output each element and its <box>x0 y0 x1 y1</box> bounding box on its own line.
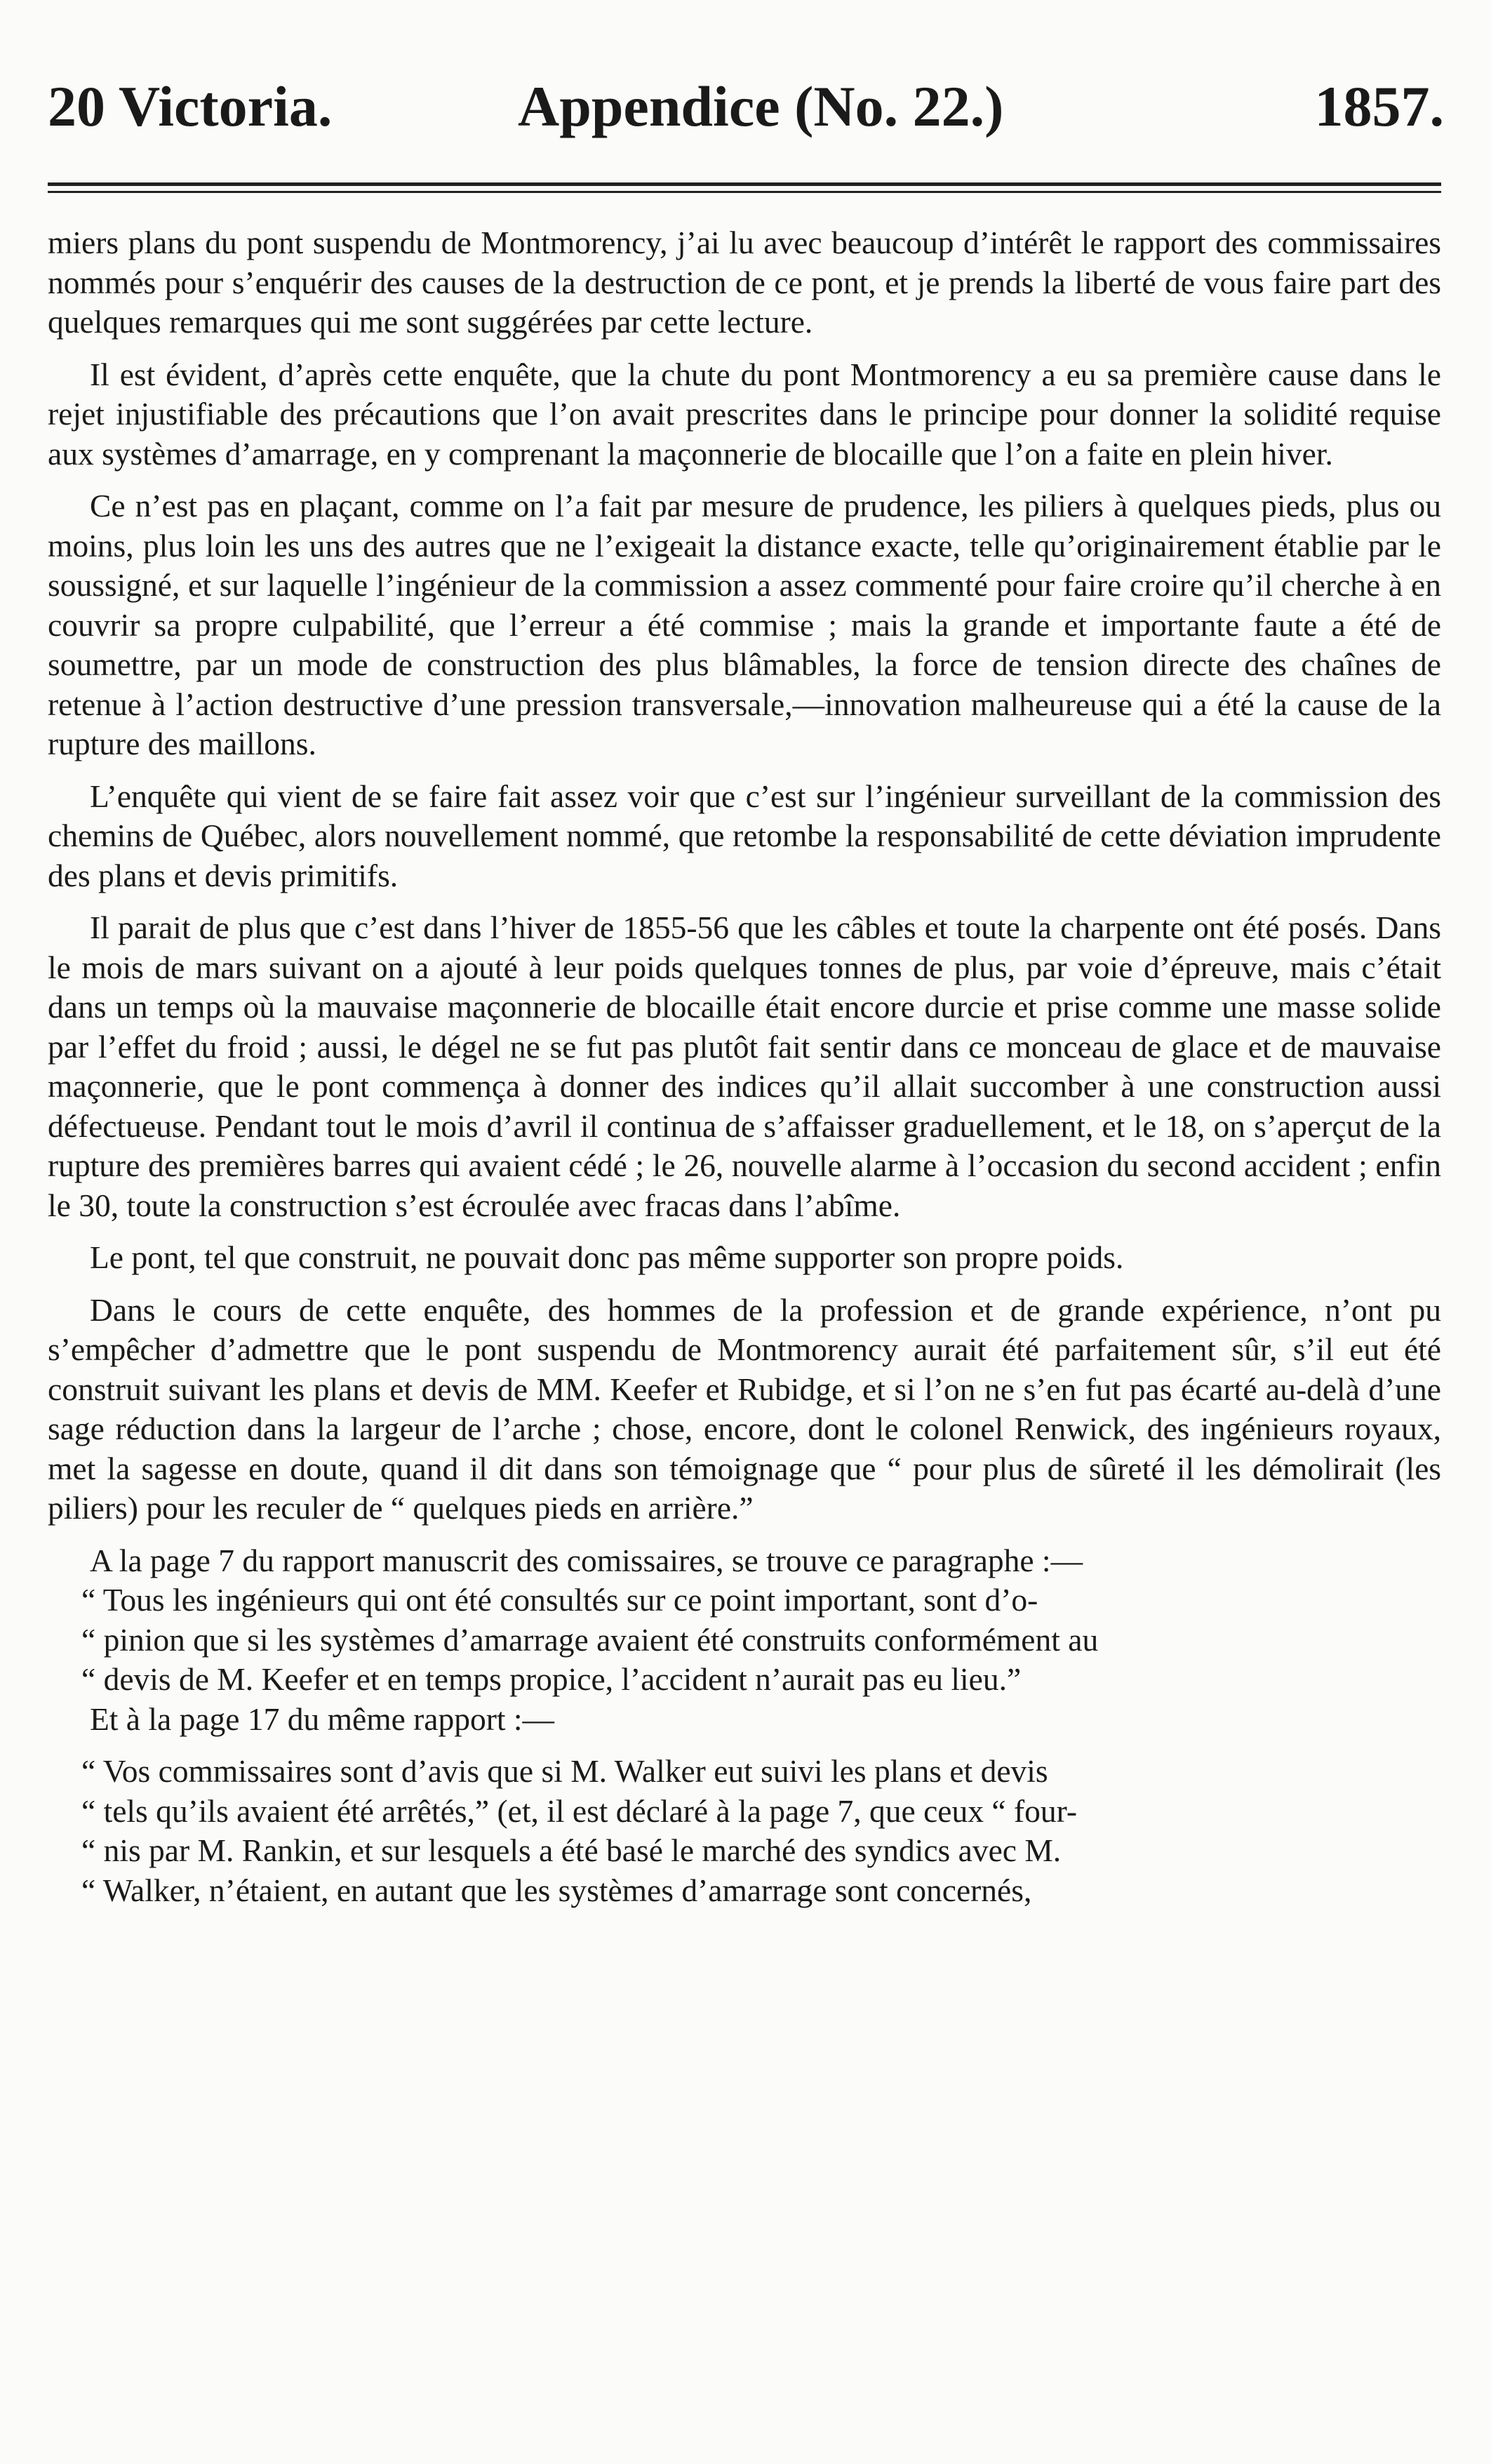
header-appendix: Appendice (No. 22.) <box>518 74 1004 138</box>
body-text <box>48 223 1441 1923</box>
paragraph-2: Il est évident, d’après cette enquête, que la chute du pont Montmorency a eu sa première cause dans le rejet injustifiable des précautions que l’on avait prescrites dans le principe pour donner la solidité requise aux systèmes d’amarrage, en y comprenant la maçonnerie de blocaille que l’on a faite en plein hiver. <box>48 356 1441 472</box>
paragraph-3: Ce n’est pas en plaçant, comme on l’a fait par mesure de prudence, les piliers à quelques pieds, plus ou moins, plus loin les uns des autres que ne l’exigeait la distance exacte, telle qu’originairement établie par le soussigné, et sur laquelle l’ingénieur de la commission a assez commenté pour faire croire qu’il cherche à en couvrir sa propre culpabilité, que l’erreur a été commise ; mais la grande et importante faute a été de soumettre, par un mode de construction des plus blâmables, la force de tension directe des chaînes de retenue à l’action destructive d’une pression transversale,—innovation malheureuse qui a été la cause de la rupture des maillons. <box>48 488 1441 761</box>
quote-2-line-4: “ Walker, n’étaient, en autant que les systèmes d’amarrage sont concernés, <box>81 1872 1032 1908</box>
header-rule-thin <box>48 191 1441 193</box>
quote-2-line-3: “ nis par M. Rankin, et sur lesquels a été basé le marché des syndics avec M. <box>81 1832 1062 1868</box>
paragraph-6: Le pont, tel que construit, ne pouvait donc pas même supporter son propre poids. <box>90 1239 1124 1275</box>
paragraph-1: miers plans du pont suspendu de Montmorency, j’ai lu avec beaucoup d’intérêt le rapport des commissaires nommés pour s’enquérir des causes de la destruction de ce pont, et je prends la liberté de vous faire part des quelques remarques qui me sont suggérées par cette lecture. <box>48 225 1441 340</box>
running-header <box>48 65 1444 149</box>
quote-1-line-2: “ pinion que si les systèmes d’amarrage avaient été construits conformément au <box>81 1621 1099 1658</box>
quote-1-line-3: “ devis de M. Keefer et en temps propice, l’accident n’aurait pas eu lieu.” <box>81 1661 1022 1697</box>
quote-1-line-1: “ Tous les ingénieurs qui ont été consultés sur ce point important, sont d’o- <box>81 1582 1038 1618</box>
paragraph-5: Il parait de plus que c’est dans l’hiver de 1855-56 que les câbles et toute la charpente ont été posés. Dans le mois de mars suivant on a ajouté à leur poids quelques tonnes de plus, par voie d’épreuve, mais c’était dans un temps où la mauvaise maçonnerie de blocaille était encore durcie et prise comme une masse solide par l’effet du froid ; aussi, le dégel ne se fut pas plutôt fait sentir dans ce monceau de glace et de mauvaise maçonnerie, que le pont commença à donner des indices qu’il allait succomber à une construction aussi défectueuse. Pendant tout le mois d’avril il continua de s’affaisser graduellement, et le 18, on s’aperçut de la rupture des premières barres qui avaient cédé ; le 26, nouvelle alarme à l’occasion du second accident ; enfin le 30, toute la construction s’est écroulée avec fracas dans l’abîme. <box>48 910 1441 1223</box>
quote-2-line-2: “ tels qu’ils avaient été arrêtés,” (et, il est déclaré à la page 7, que ceux “ four- <box>81 1792 1077 1829</box>
paragraph-4: L’enquête qui vient de se faire fait assez voir que c’est sur l’ingénieur surveillant de la commission des chemins de Québec, alors nouvellement nommé, que retombe la responsabilité de cette déviation imprudente des plans et devis primitifs. <box>48 778 1441 893</box>
paragraph-7: Dans le cours de cette enquête, des hommes de la profession et de grande expérience, n’ont pu s’empêcher d’admettre que le pont suspendu de Montmorency aurait été parfaitement sûr, s’il eut été construit suivant les plans et devis de MM. Keefer et Rubidge, et si l’on ne s’en fut pas écarté au-delà d’une sage réduction dans la largeur de l’arche ; chose, encore, dont le colonel Renwick, des ingénieurs royaux, met la sagesse en doute, quand il dit dans son témoignage que “ pour plus de sûreté il les démolirait (les piliers) pour les reculer de “ quelques pieds en arrière.” <box>48 1291 1441 1526</box>
paragraph-8: A la page 7 du rapport manuscrit des comissaires, se trouve ce paragraphe :— <box>90 1542 1083 1578</box>
paragraph-9: Et à la page 17 du même rapport :— <box>90 1700 555 1737</box>
quote-2-line-1: “ Vos commissaires sont d’avis que si M. Walker eut suivi les plans et devis <box>81 1753 1048 1789</box>
header-year: 1857. <box>1314 74 1444 138</box>
header-rule-thick <box>48 182 1441 186</box>
header-volume: 20 Victoria. <box>48 74 333 138</box>
